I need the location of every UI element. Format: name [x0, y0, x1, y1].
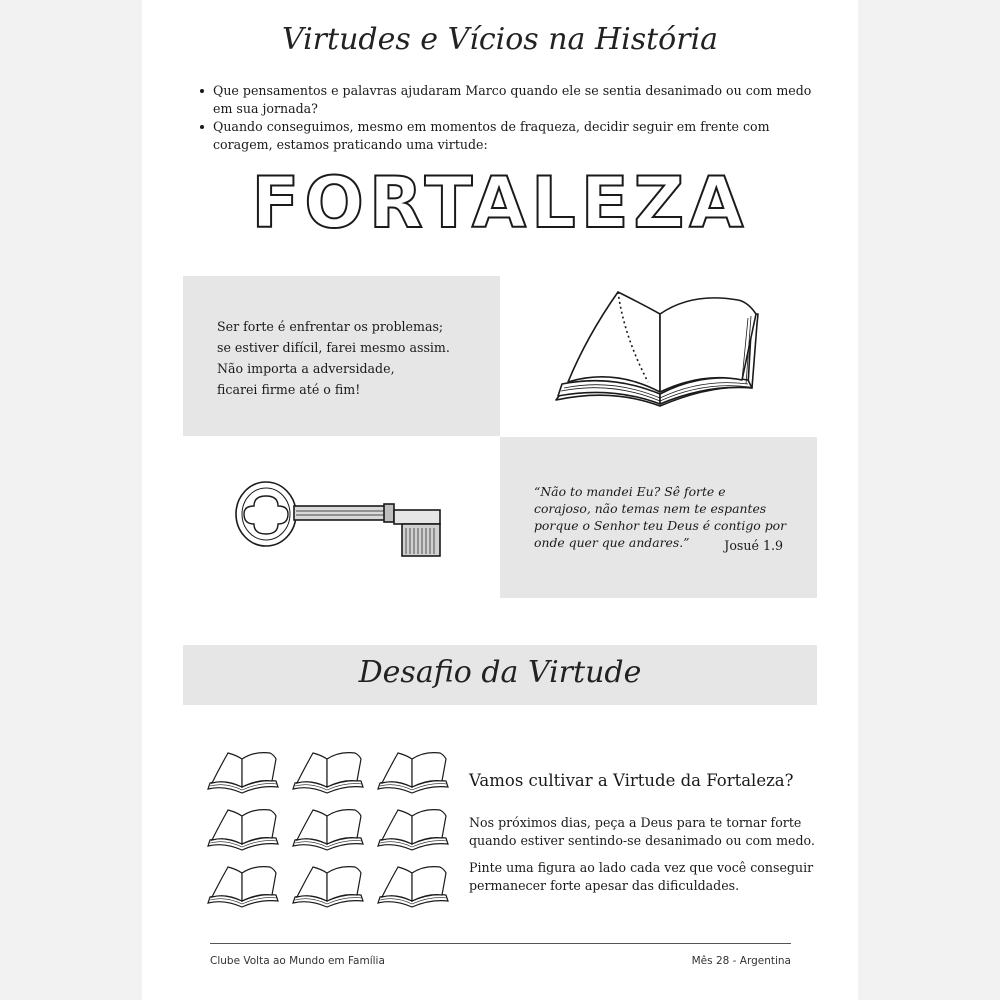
- open-book-icon[interactable]: [378, 810, 448, 850]
- bible-reference: Josué 1.9: [724, 538, 783, 553]
- challenge-banner: [183, 645, 817, 705]
- verse-panel: [500, 437, 817, 598]
- challenge-instructions-coloring: Pinte uma figura ao lado cada vez que você conseguir permanecer forte apesar das dificuldades.: [469, 860, 814, 893]
- open-book-icon[interactable]: [208, 810, 278, 850]
- virtue-word: FORTALEZA: [251, 162, 749, 244]
- question-item: Quando conseguimos, mesmo em momentos de fraqueza, decidir seguir em frente com coragem, estamos praticando uma virtude:: [197, 118, 817, 154]
- footer-divider: [210, 943, 791, 944]
- poem-line: Ser forte é enfrentar os problemas;: [217, 319, 444, 334]
- poem: [217, 316, 450, 400]
- challenge-instructions: Nos próximos dias, peça a Deus para te tornar forte quando estiver sentindo-se desanimado ou com medo.: [469, 815, 815, 848]
- skeleton-key-illustration: [234, 478, 454, 560]
- footer-month-country: Mês 28 - Argentina: [691, 955, 791, 967]
- challenge-title: Desafio da Virtude: [358, 655, 642, 690]
- open-book-illustration: [552, 288, 767, 423]
- question-list: [197, 82, 817, 154]
- worksheet-page: [142, 0, 858, 1000]
- bible-quote: “Não to mandei Eu? Sê forte e corajoso, não temas nem te espantes porque o Senhor teu Deus é contigo por onde quer que andares.”: [534, 484, 787, 550]
- open-book-icon[interactable]: [378, 753, 448, 793]
- poem-line: se estiver difícil, farei mesmo assim.: [217, 340, 450, 355]
- page-title: Virtudes e Vícios na História: [281, 22, 719, 57]
- poem-line: ficarei firme até o fim!: [217, 382, 361, 397]
- open-book-icon[interactable]: [293, 867, 363, 907]
- poem-panel: [183, 276, 500, 436]
- open-book-icon[interactable]: [293, 810, 363, 850]
- challenge-heading: Vamos cultivar a Virtude da Fortaleza?: [469, 771, 794, 790]
- question-item: Que pensamentos e palavras ajudaram Marco quando ele se sentia desanimado ou com medo em sua jornada?: [197, 82, 817, 118]
- open-book-icon[interactable]: [208, 753, 278, 793]
- open-book-icon[interactable]: [208, 867, 278, 907]
- open-book-icon[interactable]: [378, 867, 448, 907]
- book-icon-grid-art: [202, 745, 472, 915]
- footer-club-name: Clube Volta ao Mundo em Família: [210, 955, 385, 967]
- poem-line: Não importa a adversidade,: [217, 361, 395, 376]
- open-book-icon[interactable]: [293, 753, 363, 793]
